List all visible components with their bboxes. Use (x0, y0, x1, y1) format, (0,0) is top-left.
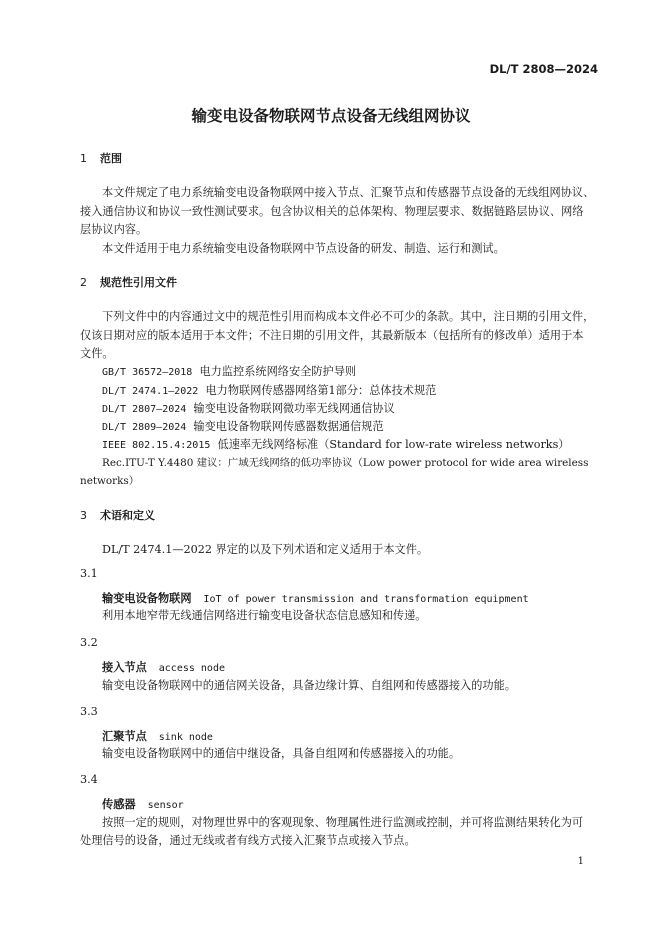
clause-number: 3.4 (80, 773, 98, 786)
term-chinese: 传感器 (102, 798, 136, 811)
term-definition: 输变电设备物联网中的通信网关设备，具备边缘计算、自组网和传感器接入的功能。 (102, 679, 516, 692)
reference-title: 输变电设备物联网微功率无线网通信协议 (193, 402, 395, 415)
standard-number: DL/T 2808—2024 (489, 62, 598, 76)
paragraph-line: 层协议内容。 (80, 223, 148, 236)
reference-item-line: networks） (80, 475, 140, 487)
section-number: 3 (80, 509, 87, 522)
paragraph-line: 本文件适用于电力系统输变电设备物联网中节点设备的研发、制造、运行和测试。 (102, 242, 505, 255)
reference-title: 输变电设备物联网传感器数据通信规范 (193, 420, 384, 433)
section-title: 范围 (100, 152, 122, 165)
term-english: sink node (158, 732, 213, 743)
reference-title: 低速率无线网络标准（Standard for low-rate wireless networks） (217, 438, 570, 451)
term-chinese: 接入节点 (102, 661, 147, 674)
reference-code: IEEE 802.15.4:2015 (102, 440, 211, 451)
paragraph-line: 下列文件中的内容通过文中的规范性引用而构成本文件必不可少的条款。其中，注日期的引用文件， (102, 310, 595, 323)
clause-number: 3.3 (80, 705, 98, 718)
section-number: 2 (80, 276, 87, 289)
section-3-heading (80, 507, 155, 525)
section-number: 1 (80, 152, 87, 165)
section-title: 术语和定义 (100, 509, 155, 522)
reference-item (102, 418, 384, 437)
paragraph-line: DL/T 2474.1—2022 界定的以及下列术语和定义适用于本文件。 (102, 543, 429, 556)
term-english: sensor (147, 800, 184, 811)
section-title: 规范性引用文件 (100, 276, 177, 289)
paragraph-line: 仅该日期对应的版本适用于本文件；不注日期的引用文件，其最新版本（包括所有的修改单）适用于本 (80, 329, 584, 342)
paragraph-line: 本文件规定了电力系统输变电设备物联网中接入节点、汇聚节点和传感器节点设备的无线组网协议、 (102, 186, 595, 199)
term-chinese: 输变电设备物联网 (102, 592, 192, 605)
term-definition: 利用本地窄带无线通信网络进行输变电设备状态信息感知和传递。 (102, 609, 427, 622)
term-chinese: 汇聚节点 (102, 730, 147, 743)
reference-code: DL/T 2807—2024 (102, 404, 187, 415)
reference-code: GB/T 36572—2018 (102, 367, 193, 378)
term-heading (102, 796, 184, 815)
term-definition: 按照一定的规则，对物理世界中的客观现象、物理属性进行监测或控制，并可将监测结果转化为可 (102, 816, 584, 829)
reference-item (102, 436, 570, 455)
term-definition: 处理信号的设备，通过无线或者有线方式接入汇聚节点或接入节点。 (80, 834, 416, 847)
clause-number: 3.1 (80, 567, 98, 580)
reference-code: DL/T 2474.1—2022 (102, 386, 199, 397)
reference-title: 电力监控系统网络安全防护导则 (199, 365, 357, 378)
reference-code: DL/T 2809—2024 (102, 422, 187, 433)
paragraph-line: 接入通信协议和协议一致性测试要求。包含协议相关的总体架构、物理层要求、数据链路层协议、网络 (80, 205, 584, 218)
term-english: IoT of power transmission and transformation equipment (203, 594, 529, 605)
reference-item-line: Rec.ITU-T Y.4480 建议：广域无线网络的低功率协议（Low power protocol for wide area wireless (102, 457, 589, 469)
term-english: access node (158, 663, 225, 674)
term-heading (102, 659, 225, 678)
term-definition: 输变电设备物联网中的通信中继设备，具备自组网和传感器接入的功能。 (102, 747, 461, 760)
paragraph-line: 文件。 (80, 347, 114, 360)
reference-item (102, 363, 356, 382)
section-2-heading (80, 274, 177, 292)
document-title: 输变电设备物联网节点设备无线组网协议 (191, 107, 471, 125)
reference-item (102, 400, 395, 419)
reference-item (102, 382, 436, 401)
page-number: 1 (577, 856, 584, 867)
clause-number: 3.2 (80, 636, 98, 649)
reference-title: 电力物联网传感器网络第1部分：总体技术规范 (205, 384, 437, 397)
section-1-heading (80, 150, 122, 168)
